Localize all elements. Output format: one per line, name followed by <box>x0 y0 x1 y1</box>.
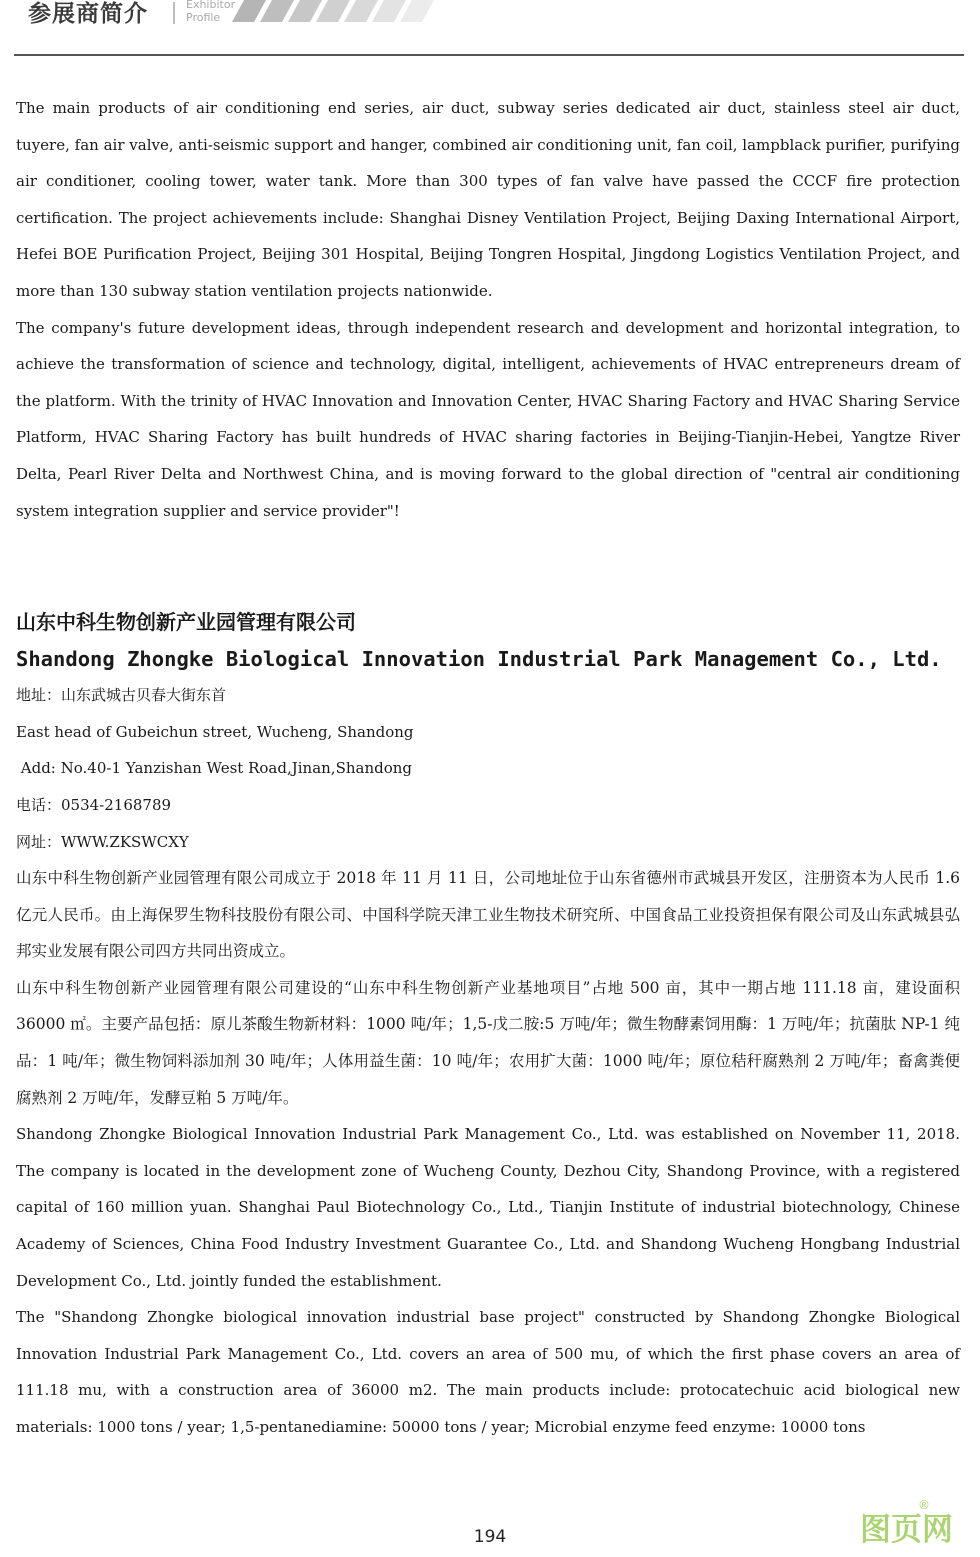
section-spacer <box>16 529 960 604</box>
section-subtitle-line1: Exhibitor <box>186 0 236 11</box>
section-subtitle-line2: Profile <box>186 11 221 24</box>
page-number: 194 <box>473 1527 507 1547</box>
company-address-en: East head of Gubeichun street, Wucheng, Shandong <box>16 722 414 741</box>
page-content <box>16 90 960 1446</box>
section-subtitle <box>186 0 235 24</box>
company-address-cn: 地址：山东武城古贝春大街东首 <box>16 686 227 705</box>
header-stripes-decoration <box>232 0 442 24</box>
page-header <box>0 0 980 58</box>
company-phone: 电话：0534-2168789 <box>16 795 172 814</box>
header-divider <box>173 2 175 24</box>
company-description-cn: 山东中科生物创新产业园管理有限公司建设的“山东中科生物创新产业基地项目”占地 500 亩，其中一期占地 111.18 亩，建设面积 36000 ㎡。主要产品包括：原儿茶酸生物新材料：1000 吨/年；1,5-戊二胺:5 万吨/年；微生物酵素饲用酶：1 万吨/年；抗菌肽 NP-1 纯品：1 吨/年；微生物饲料添加剂 30 吨/年；人体用益生菌：10 吨/年；农用扩大菌：1000 吨/年；原位秸秆腐熟剂 2 万吨/年；畜禽粪便腐熟剂 2 万吨/年，发酵豆粕 5 万吨/年。 <box>16 978 960 1107</box>
watermark-text: 图页网 <box>860 1512 953 1548</box>
watermark-logo <box>858 1494 970 1550</box>
company-description-en: Shandong Zhongke Biological Innovation Industrial Park Management Co., Ltd. was established on November 11, 2018. The company is located in the development zone of Wucheng County, Dezhou City, Shandong Province, with a registered capital of 160 million yuan. Shanghai Paul Biotechnology Co., Ltd., Tianjin Institute of industrial biotechnology, Chinese Academy of Sciences, China Food Industry Investment Guarantee Co., Ltd. and Shandong Wucheng Hongbang Industrial Development Co., Ltd. jointly funded the establishment. <box>16 1125 960 1290</box>
company-name-cn: 山东中科生物创新产业园管理有限公司 <box>16 610 356 635</box>
company-website: 网址：WWW.ZKSWCXY <box>16 832 189 851</box>
company-description-en: The "Shandong Zhongke biological innovation industrial base project" constructed by Shandong Zhongke Biological Innovation Industrial Park Management Co., Ltd. covers an area of 500 mu, of which the first phase covers an area of 111.18 mu, with a construction area of 36000 m2. The main products include: protocatechuic acid biological new materials: 1000 tons / year; 1,5-pentanediamine: 50000 tons / year; Microbial enzyme feed enzyme: 10000 tons <box>16 1308 960 1436</box>
header-rule <box>14 54 964 56</box>
company-description-cn: 山东中科生物创新产业园管理有限公司成立于 2018 年 11 月 11 日，公司地址位于山东省德州市武城县开发区，注册资本为人民币 1.6 亿元人民币。由上海保罗生物科技股份有限公司、中国科学院天津工业生物技术研究所、中国食品工业投资担保有限公司及山东武城县弘邦实业发展有限公司四方共同出资成立。 <box>16 869 960 961</box>
intro-paragraph: The main products of air conditioning end series, air duct, subway series dedicated air duct, stainless steel air duct, tuyere, fan air valve, anti-seismic support and hanger, combined air conditioning unit, fan coil, lampblack purifier, purifying air conditioner, cooling tower, water tank. More than 300 types of fan valve have passed the CCCF fire protection certification. The project achievements include: Shanghai Disney Ventilation Project, Beijing Daxing International Airport, Hefei BOE Purification Project, Beijing 301 Hospital, Beijing Tongren Hospital, Jingdong Logistics Ventilation Project, and more than 130 subway station ventilation projects nationwide. <box>16 99 960 300</box>
section-title: 参展商简介 <box>28 1 148 27</box>
watermark-registered-mark: ® <box>918 1498 930 1512</box>
intro-paragraph: The company's future development ideas, through independent research and development and horizontal integration, to achieve the transformation of science and technology, digital, intelligent, achievements of HVAC entrepreneurs dream of the platform. With the trinity of HVAC Innovation and Innovation Center, HVAC Sharing Factory and HVAC Sharing Service Platform, HVAC Sharing Factory has built hundreds of HVAC sharing factories in Beijing-Tianjin-Hebei, Yangtze River Delta, Pearl River Delta and Northwest China, and is moving forward to the global direction of "central air conditioning system integration supplier and service provider"! <box>16 318 960 520</box>
company-name-en: Shandong Zhongke Biological Innovation Industrial Park Management Co., Ltd. <box>16 647 942 672</box>
company-address-alt: Add: No.40-1 Yanzishan West Road,Jinan,Shandong <box>16 759 413 778</box>
